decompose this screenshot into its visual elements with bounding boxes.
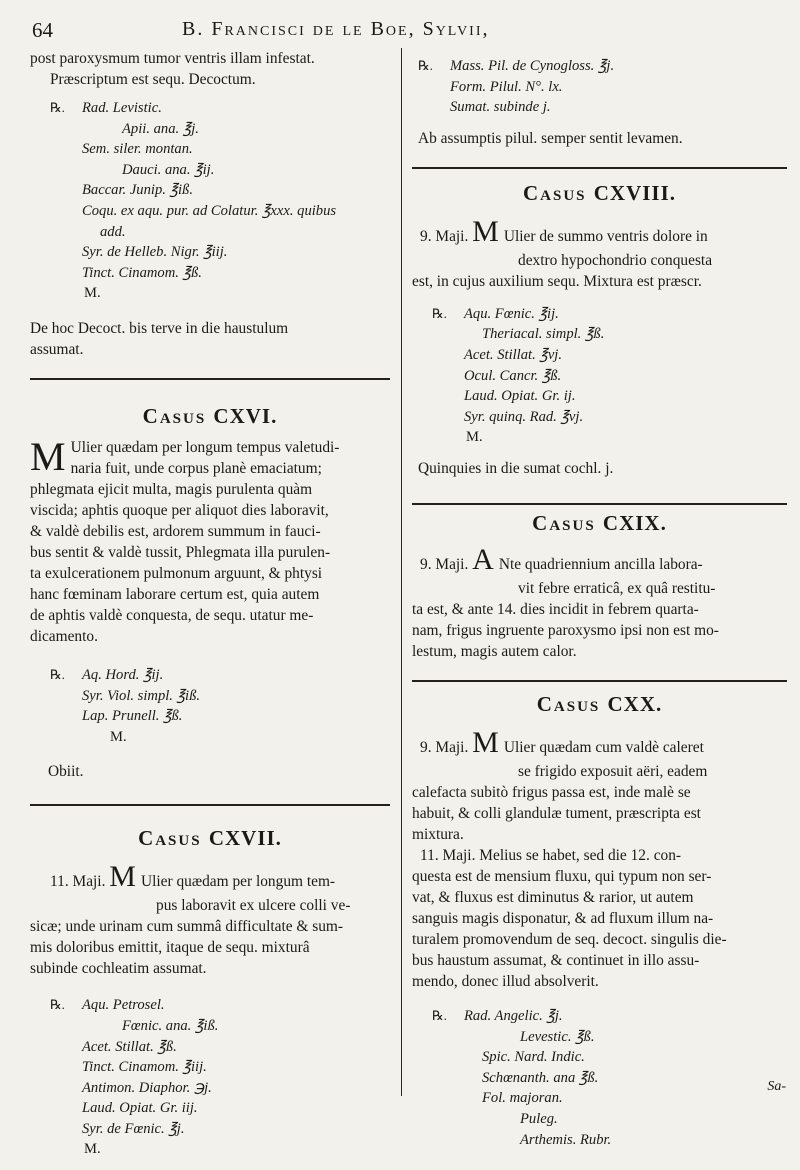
- recipe-symbol: ℞.: [50, 100, 65, 115]
- rx-line: Acet. Stillat. ℥vj.: [464, 346, 562, 363]
- case-118-dosage: Quinquies in die sumat cochl. j.: [418, 459, 614, 477]
- rx-line: Spic. Nard. Indic.: [482, 1049, 585, 1066]
- rx-line: ℞. Mass. Pil. de Cynogloss. ℥j.: [418, 56, 787, 77]
- rx-line: Acet. Stillat. ℥ß.: [82, 1038, 177, 1055]
- case-heading-116: Casus CXVI.: [142, 403, 278, 428]
- running-title: B. Francisci de le Boe, Sylvii,: [182, 18, 490, 40]
- rx-line: M.: [110, 728, 127, 745]
- case-116-text: M Ulier quædam per longum tempus valetudi- naria fuit, unde corpus planè emaciatum; phlegmata ejicit multa, magis purulenta quàm viscida; aphtis quoque per aliquot dies laboravit, & valdè debilis est, ardorem summum in fauci- bus sentit & valdè tussit, Phlegmata illa purulen- ta exulcerationem pulmonum arguunt, & phtysi hanc fœminam laborare certum est, quia autem de aphtis valdè conquesta, de sequ. utatur me- dicamento.: [30, 433, 340, 645]
- catchword: Sa-: [767, 1079, 786, 1094]
- rx-line: Baccar. Junip. ℥iß.: [82, 182, 193, 199]
- rx-line: Syr. quinq. Rad. ℥vj.: [464, 408, 584, 425]
- drop-capital: A: [472, 542, 494, 576]
- rx-line: Antimon. Diaphor. ℈j.: [82, 1079, 212, 1096]
- recipe-symbol: ℞.: [50, 997, 65, 1013]
- dosage-paragraph: [30, 318, 390, 360]
- rx-line: Tinct. Cinamom. ℥ß.: [82, 264, 202, 281]
- rx-line: Sumat. subinde j.: [450, 99, 551, 116]
- rx-line: add.: [100, 223, 126, 240]
- rx-line: Tinct. Cinamom. ℥iij.: [82, 1059, 207, 1076]
- pills-effect: Ab assumptis pilul. semper sentit levamen.: [418, 129, 683, 147]
- rx-line: Dauci. ana. ℥ij.: [122, 161, 215, 178]
- case-heading-120: Casus CXX.: [536, 691, 663, 716]
- text-line: assumat.: [30, 340, 84, 358]
- rx-line: Coqu. ex aqu. pur. ad Colatur. ℥xxx. quibus: [82, 202, 337, 219]
- rx-line: Schœnanth. ana ℥ß.: [482, 1069, 599, 1086]
- rx-line: ℞. Rad. Angelic. ℥j.: [432, 1006, 787, 1027]
- rx-line: ℞. Aqu. Petrosel.: [50, 995, 390, 1016]
- rx-line: ℞. Aqu. Fœnic. ℥ij.: [432, 304, 787, 325]
- text-line: De hoc Decoct. bis terve in die haustulum: [30, 319, 289, 337]
- prescription-case-120: [432, 1006, 787, 1150]
- rx-line: Fœnic. ana. ℥iß.: [122, 1017, 219, 1034]
- prescription-case-117: [50, 995, 390, 1160]
- drop-capital: M: [472, 214, 499, 248]
- intro-paragraph: [30, 48, 390, 90]
- rx-line: Apii. ana. ℥j.: [122, 120, 199, 137]
- rx-line: Syr. de Helleb. Nigr. ℥iij.: [82, 244, 228, 261]
- case-119-text: 9. Maji. A Nte quadriennium ancilla labora- vit febre erraticâ, ex quâ restitu- ta est, & ante 14. dies incidit in febrem quarta- nam, frigus ingruente paroxysmo ipsi non est mo- lestum, magis autem calor.: [412, 542, 719, 660]
- rx-line: Syr. Viol. simpl. ℥iß.: [82, 687, 201, 704]
- prescription-decoction: [50, 98, 390, 304]
- column-divider: [401, 48, 402, 1096]
- rx-line: Form. Pilul. N°. lx.: [450, 78, 563, 95]
- case-heading-119: Casus CXIX.: [532, 510, 667, 535]
- case-date: 11. Maji.: [50, 873, 106, 891]
- text-line: Præscriptum est sequ. Decoctum.: [50, 71, 256, 88]
- section-rule: [30, 378, 390, 380]
- rx-line: Laud. Opiat. Gr. ij.: [464, 388, 576, 405]
- rx-line: Theriacal. simpl. ℥ß.: [482, 326, 605, 343]
- case-118-text: 9. Maji. M Ulier de summo ventris dolore in dextro hypochondrio conquesta est, in cujus auxilium sequ. Mixtura est præscr.: [412, 214, 713, 290]
- running-header: [32, 14, 772, 44]
- case-117-text: 11. Maji. M Ulier quædam per longum tem- pus laboravit ex ulcere colli ve- sicæ; unde urinam cum summâ difficultate & sum- mis doloribus emittit, itaque de sequ. mixturâ subinde cochleatim assumat.: [30, 860, 351, 978]
- section-rule: [412, 503, 787, 505]
- rx-line: M.: [84, 1141, 101, 1158]
- text-line: post paroxysmum tumor ventris illam infestat.: [30, 50, 315, 67]
- rx-line: Syr. de Fœnic. ℥j.: [82, 1120, 185, 1137]
- recipe-symbol: ℞.: [50, 666, 65, 682]
- rx-line: M.: [84, 285, 101, 302]
- case-date: 9. Maji.: [420, 555, 469, 573]
- rx-line: Fol. majoran.: [482, 1090, 563, 1107]
- right-column: [412, 48, 787, 1160]
- rx-line: Laud. Opiat. Gr. iij.: [82, 1100, 198, 1117]
- prescription-case-118: [432, 304, 787, 448]
- left-column: [30, 48, 390, 1170]
- page-number: 64: [32, 18, 53, 42]
- section-rule: [412, 680, 787, 682]
- rx-line: Levestic. ℥ß.: [520, 1028, 595, 1045]
- case-heading-118: Casus CXVIII.: [522, 180, 677, 205]
- case-date: 9. Maji.: [420, 738, 469, 756]
- rx-line: Lap. Prunell. ℥ß.: [82, 708, 183, 725]
- rx-line: Ocul. Cancr. ℥ß.: [464, 367, 562, 384]
- drop-capital: M: [109, 860, 136, 894]
- rx-line: Puleg.: [520, 1110, 558, 1127]
- case-120-text: 9. Maji. M Ulier quædam cum valdè caleret se frigido exposuit aëri, eadem calefacta subitò frigus passa est, inde malè se habuit, & colli glandulæ tument, præscripta est mixtura. 11. Maji. Melius se habet, sed die 12. con- questa est de mensium fluxu, qui typum non ser- vat, & fluxus est diminutus & rarior, ut autem sanguis magis disponatur, & ad fluxum illum na- turalem promovendum de seq. decoct. singulis die- bus haustum assumat, & continuet in illo assu- mendo, donec illud absolverit.: [412, 725, 727, 990]
- prescription-pills: [418, 56, 787, 118]
- recipe-symbol: ℞.: [418, 58, 433, 73]
- recipe-symbol: ℞.: [432, 1007, 447, 1023]
- case-116-outcome: Obiit.: [48, 763, 84, 781]
- prescription-case-116: [50, 665, 390, 747]
- case-heading-117: Casus CXVII.: [138, 826, 282, 851]
- case-date: 11. Maji.: [420, 846, 476, 864]
- drop-capital: M: [30, 433, 66, 479]
- rx-line: ℞. Rad. Levistic.: [50, 98, 390, 119]
- rx-line: Sem. siler. montan.: [82, 141, 193, 158]
- rx-line: ℞. Aq. Hord. ℥ij.: [50, 665, 390, 686]
- section-rule: [412, 167, 787, 169]
- case-date: 9. Maji.: [420, 227, 469, 245]
- rx-line: Arthemis. Rubr.: [520, 1131, 612, 1148]
- recipe-symbol: ℞.: [432, 305, 447, 321]
- rx-line: M.: [466, 429, 483, 446]
- drop-capital: M: [472, 725, 499, 759]
- section-rule: [30, 804, 390, 806]
